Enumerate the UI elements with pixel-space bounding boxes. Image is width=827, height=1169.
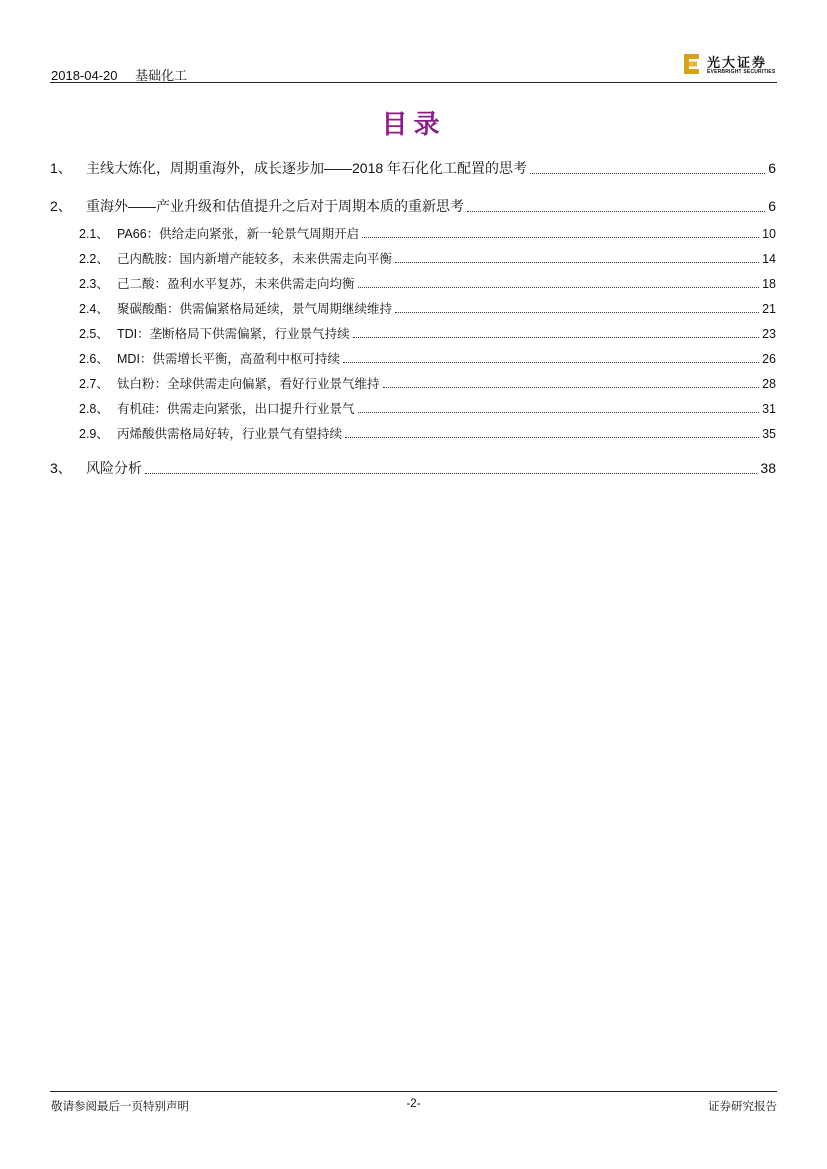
toc-entry-number: 2.6、: [79, 352, 109, 366]
toc-entry[interactable]: [50, 458, 776, 478]
toc-entry-number: 3、: [50, 460, 72, 476]
toc-entry[interactable]: [50, 424, 776, 442]
toc-entry-number: 2.4、: [79, 302, 109, 316]
page-number: -2-: [406, 1098, 421, 1110]
toc-entry-page: 21: [762, 302, 776, 316]
toc-dot-leader: [467, 211, 765, 212]
toc-entry-title: 主线大炼化，周期重海外，成长逐步加——2018 年石化化工配置的思考: [86, 160, 528, 176]
toc-entry-number: 2.2、: [79, 252, 109, 266]
toc-entry-title: 钛白粉：全球供需走向偏紧，看好行业景气维持: [117, 377, 380, 391]
page-title: 目录: [381, 110, 446, 140]
toc-dot-leader: [530, 173, 765, 174]
toc-entry[interactable]: [50, 158, 776, 178]
toc-dot-leader: [383, 387, 760, 388]
toc-entry-title: 丙烯酸供需格局好转，行业景气有望持续: [117, 427, 343, 441]
logo-chinese-name: 光大证券: [707, 56, 768, 71]
toc-entry-page: 18: [762, 277, 776, 291]
everbright-logo-icon: [683, 53, 701, 75]
toc-entry-page: 38: [760, 460, 776, 476]
toc-entry-number: 1、: [50, 160, 72, 176]
company-logo: [683, 52, 775, 78]
toc-dot-leader: [358, 287, 760, 288]
page-header: [50, 50, 777, 83]
toc-dot-leader: [395, 262, 759, 263]
report-sector: 基础化工: [135, 68, 188, 83]
toc-entry-page: 23: [762, 327, 776, 341]
toc-entry[interactable]: [50, 374, 776, 392]
toc-entry[interactable]: [50, 224, 776, 242]
toc-entry-title: 风险分析: [86, 460, 142, 476]
toc-entry[interactable]: [50, 274, 776, 292]
page-footer: [50, 1091, 777, 1122]
toc-dot-leader: [353, 337, 759, 338]
toc-entry-title: PA66：供给走向紧张，新一轮景气周期开启: [117, 227, 360, 241]
toc-entry-page: 28: [762, 377, 776, 391]
toc-entry-page: 35: [762, 427, 776, 441]
report-date: 2018-04-20: [51, 68, 118, 83]
toc-entry-number: 2.1、: [79, 227, 109, 241]
toc-entry[interactable]: [50, 324, 776, 342]
toc-entry-title: 有机硅：供需走向紧张，出口提升行业景气: [117, 402, 355, 416]
toc-entry-page: 6: [768, 198, 776, 214]
toc-entry-title: 重海外——产业升级和估值提升之后对于周期本质的重新思考: [86, 198, 464, 214]
toc-dot-leader: [395, 312, 759, 313]
toc-dot-leader: [358, 412, 760, 413]
toc-entry-number: 2.5、: [79, 327, 109, 341]
toc-entry-title: MDI：供需增长平衡，高盈利中枢可持续: [117, 352, 340, 366]
toc-entry-title: 己二酸：盈利水平复苏，未来供需走向均衡: [117, 277, 355, 291]
logo-english-name: EVERBRIGHT SECURITIES: [707, 69, 776, 75]
toc-entry-number: 2.7、: [79, 377, 109, 391]
report-type: 证券研究报告: [708, 1101, 777, 1113]
disclaimer-note: 敬请参阅最后一页特别声明: [51, 1101, 189, 1113]
toc-entry-number: 2.3、: [79, 277, 109, 291]
toc-entry-title: 己内酰胺：国内新增产能较多，未来供需走向平衡: [117, 252, 393, 266]
toc-dot-leader: [345, 437, 759, 438]
header-info: [51, 65, 201, 84]
toc-entry-page: 10: [762, 227, 776, 241]
toc-dot-leader: [145, 473, 757, 474]
toc-entry[interactable]: [50, 299, 776, 317]
toc-entry-page: 26: [762, 352, 776, 366]
toc-entry-page: 14: [762, 252, 776, 266]
toc-dot-leader: [362, 237, 759, 238]
toc-entry-number: 2.8、: [79, 402, 109, 416]
toc-entry-page: 6: [768, 160, 776, 176]
toc-entry-title: 聚碳酸酯：供需偏紧格局延续，景气周期继续维持: [117, 302, 393, 316]
toc-entry[interactable]: [50, 399, 776, 417]
toc-entry[interactable]: [50, 249, 776, 267]
toc-entry[interactable]: [50, 349, 776, 367]
toc-entry-title: TDI：垄断格局下供需偏紧，行业景气持续: [117, 327, 350, 341]
toc-entry[interactable]: [50, 196, 776, 216]
toc-dot-leader: [343, 362, 759, 363]
toc-entry-page: 31: [762, 402, 776, 416]
toc-entry-number: 2、: [50, 198, 72, 214]
toc-entry-number: 2.9、: [79, 427, 109, 441]
